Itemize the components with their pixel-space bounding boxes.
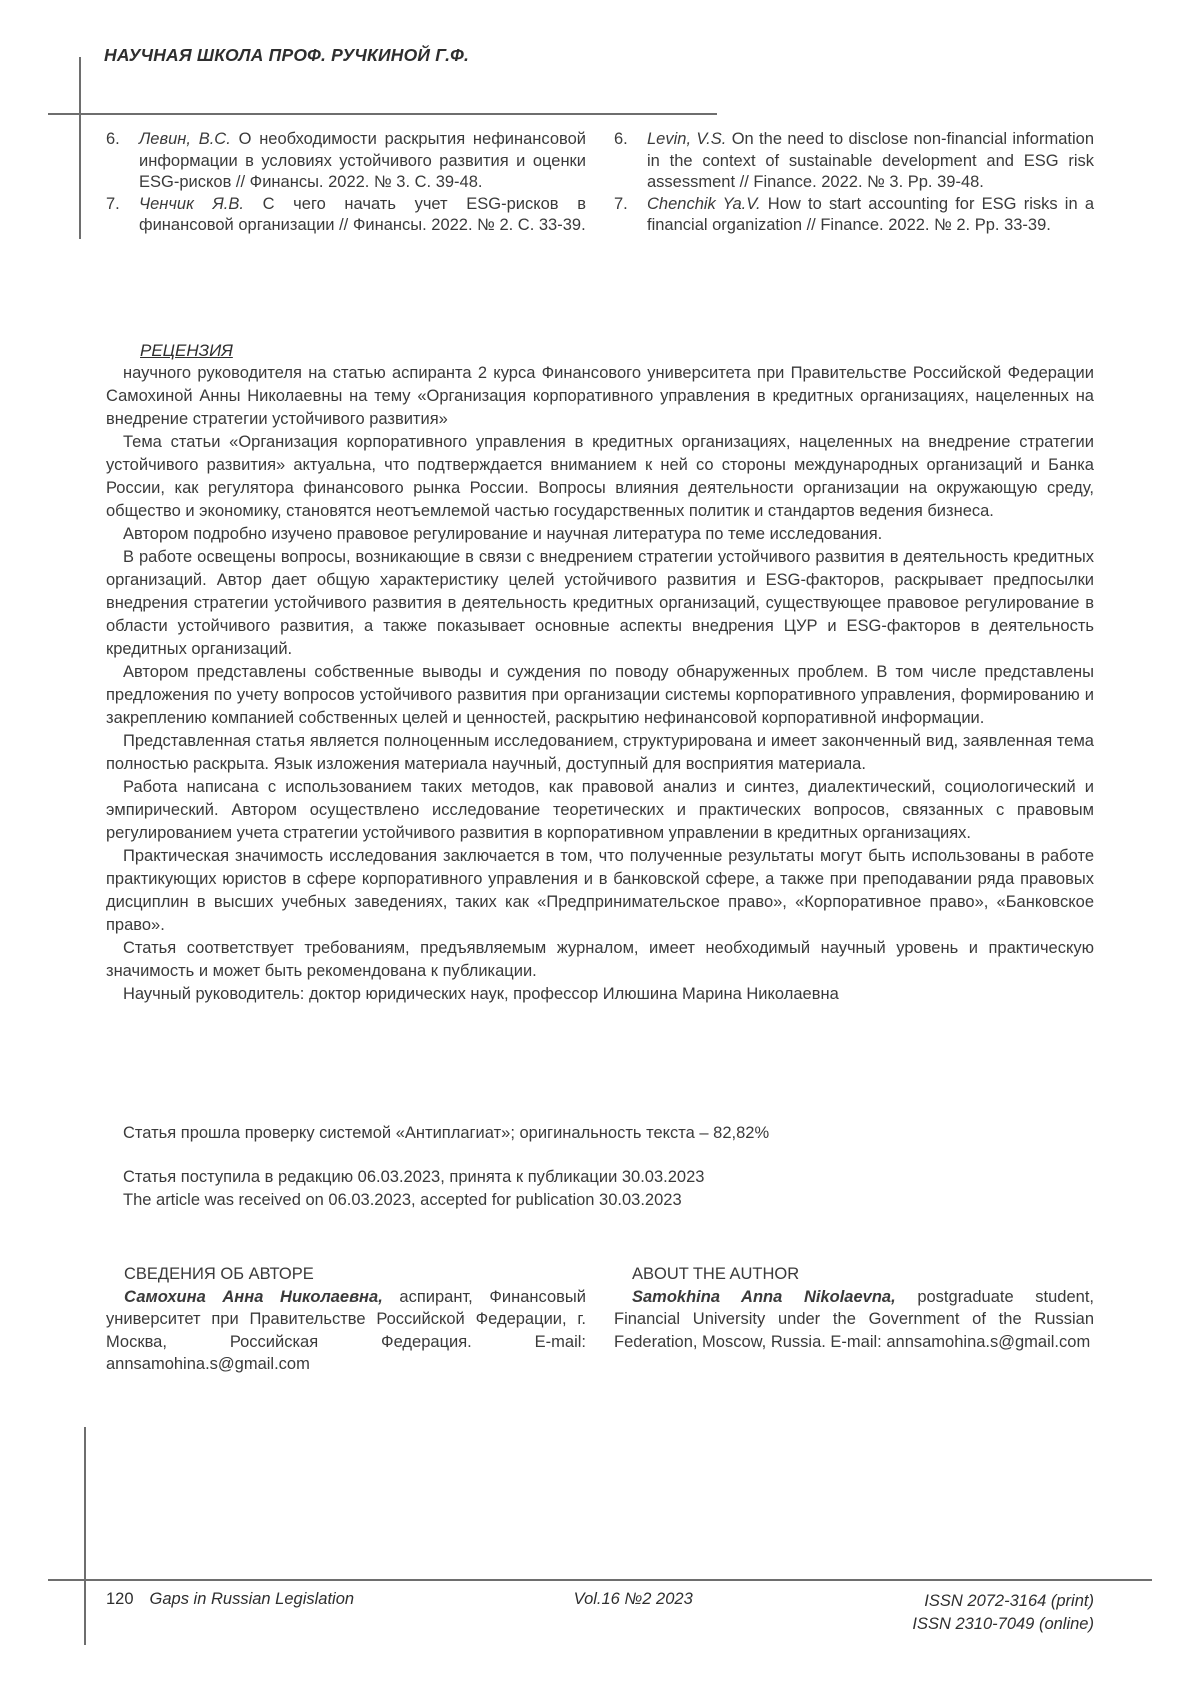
reference-body-text: С чего начать учет ESG-рисков в финансовой организации // Финансы. 2022. № 2. С. 33-39. — [139, 194, 586, 234]
references-section — [106, 129, 1094, 237]
issn-online: ISSN 2310-7049 (online) — [912, 1615, 1094, 1633]
references-column-en — [614, 129, 1094, 237]
reference-body-text: How to start accounting for ESG risks in a financial organization // Finance. 2022. № 2. Pp. 33-39. — [647, 194, 1095, 234]
header-divider-rule — [48, 113, 717, 115]
reference-number: 7. — [614, 194, 628, 213]
reference-text — [647, 129, 1094, 194]
page-number: 120 — [106, 1590, 134, 1608]
authors-section — [106, 1263, 1094, 1376]
reference-number: 6. — [106, 130, 120, 148]
issn-block — [912, 1590, 1094, 1636]
author-details-en: postgraduate student, Financial University under the Government of the Russian Federation, Moscow, Russia. E-mail: annsamohina.s@gmail.com — [614, 1287, 1095, 1351]
reference-item — [614, 129, 1094, 194]
author-name-ru: Самохина Анна Николаевна, — [124, 1287, 383, 1306]
reference-author: Chenchik Ya.V. — [647, 194, 761, 213]
reference-author: Левин, В.С. — [139, 130, 231, 148]
reference-item — [614, 194, 1094, 237]
review-paragraph: Представленная статья является полноценным исследованием, структурирована и имеет законченный вид, заявленная тема полностью раскрыта. Язык изложения материала научный, доступный для восприятия материала. — [106, 732, 1094, 773]
reference-item — [106, 194, 586, 237]
review-section — [106, 339, 1094, 1006]
references-column-ru — [106, 129, 586, 237]
author-paragraph-ru — [106, 1286, 586, 1376]
review-paragraph: В работе освещены вопросы, возникающие в связи с внедрением стратегии устойчивого развития в деятельность кредитных организаций. Автор дает общую характеристику целей устойчивого развития и ESG-факторов, раскрывает предпосылки внедрения стратегии устойчивого развития в деятельность кредитных организаций, существующее правовое регулирование в области устойчивого развития, а также показывает основные аспекты внедрения ЦУР и ESG-факторов в деятельность кредитных организаций. — [106, 548, 1094, 658]
author-details-ru: аспирант, Финансовый университет при Правительстве Российской Федерации, г. Москва, Российская Федерация. E-mail: annsamohina.s@gmail.com — [106, 1287, 586, 1374]
received-date-en: The article was received on 06.03.2023, accepted for publication 30.03.2023 — [123, 1190, 682, 1209]
reference-item — [106, 129, 586, 194]
review-paragraph: Автором подробно изучено правовое регулирование и научная литература по теме исследования. — [123, 525, 883, 543]
reference-body-text: On the need to disclose non-financial information in the context of sustainable development and ESG risk assessment // Finance. 2022. № 3. Pp. 39-48. — [647, 130, 1094, 191]
review-paragraph: Тема статьи «Организация корпоративного управления в кредитных организациях, нацеленных на внедрение стратегии устойчивого развития» актуальна, что подтверждается вниманием к ней со стороны международных организаций и Банка России, как регулятора финансового рынка России. Вопросы влияния деятельности организации на окружающую среду, общество и экономику, становятся неотъемлемой частью государственных политик и стандартов ведения бизнеса. — [106, 433, 1094, 520]
reference-text — [139, 129, 586, 194]
journal-title: Gaps in Russian Legislation — [149, 1590, 355, 1608]
received-date-ru: Статья поступила в редакцию 06.03.2023, принята к публикации 30.03.2023 — [123, 1168, 705, 1186]
page-footer — [106, 1590, 1094, 1636]
bottom-left-vertical-rule — [84, 1427, 86, 1645]
review-paragraph: Работа написана с использованием таких методов, как правовой анализ и синтез, диалектический, социологический и эмпирический. Автором осуществлено исследование теоретических и практических вопросов, связанных с правовым регулированием учета стратегии устойчивого развития в корпоративном управлении в кредитных организациях. — [106, 778, 1094, 842]
footer-left — [106, 1590, 354, 1609]
review-paragraph: научного руководителя на статью аспиранта 2 курса Финансового университета при Правительстве Российской Федерации Самохиной Анны Николаевны на тему «Организация корпоративного управления в кредитных организациях, нацеленных на внедрение стратегии устойчивого развития» — [106, 364, 1094, 428]
reference-text — [139, 194, 586, 237]
running-head: НАУЧНАЯ ШКОЛА ПРОФ. РУЧКИНОЙ Г.Ф. — [104, 45, 470, 65]
antiplagiat-note: Статья прошла проверку системой «Антиплагиат»; оригинальность текста – 82,82% — [123, 1124, 770, 1142]
reference-text — [647, 194, 1094, 237]
author-info-en — [614, 1263, 1094, 1376]
volume-issue: Vol.16 №2 2023 — [573, 1590, 693, 1608]
reference-author: Levin, V.S. — [647, 130, 727, 148]
review-paragraph: Практическая значимость исследования заключается в том, что полученные результаты могут быть использованы в работе практикующих юристов в сфере корпоративного управления и в банковской сфере, а также при преподавании ряда правовых дисциплин в высших учебных заведениях, таких как «Предпринимательское право», «Корпоративное право», «Банковское право». — [106, 847, 1094, 934]
reference-number: 6. — [614, 130, 628, 148]
author-heading-en: ABOUT THE AUTHOR — [632, 1265, 800, 1283]
submission-dates — [123, 1166, 704, 1211]
top-left-vertical-rule — [79, 57, 81, 239]
footer-divider-rule — [48, 1579, 1152, 1581]
reference-number: 7. — [106, 194, 120, 213]
review-paragraph: Статья соответствует требованиям, предъявляемым журналом, имеет необходимый научный уровень и практическую значимость и может быть рекомендована к публикации. — [106, 939, 1094, 980]
author-heading-ru: СВЕДЕНИЯ ОБ АВТОРЕ — [124, 1265, 314, 1283]
review-heading: РЕЦЕНЗИЯ — [140, 341, 233, 360]
issn-print: ISSN 2072-3164 (print) — [924, 1592, 1094, 1610]
reference-author: Ченчик Я.В. — [139, 194, 244, 213]
author-info-ru — [106, 1263, 586, 1376]
review-paragraph: Автором представлены собственные выводы и суждения по поводу обнаруженных проблем. В том числе представлены предложения по учету вопросов устойчивого развития при организации системы корпоративного управления, формированию и закреплению компанией собственных целей и ценностей, раскрытию нефинансовой корпоративной информации. — [106, 663, 1094, 727]
author-name-en: Samokhina Anna Nikolaevna, — [632, 1287, 896, 1306]
review-supervisor-line: Научный руководитель: доктор юридических наук, профессор Илюшина Марина Николаевна — [123, 985, 839, 1003]
reference-body-text: О необходимости раскрытия нефинансовой информации в условиях устойчивого развития и оценки ESG-рисков // Финансы. 2022. № 3. С. 39-48. — [139, 130, 587, 191]
author-paragraph-en — [614, 1286, 1094, 1354]
